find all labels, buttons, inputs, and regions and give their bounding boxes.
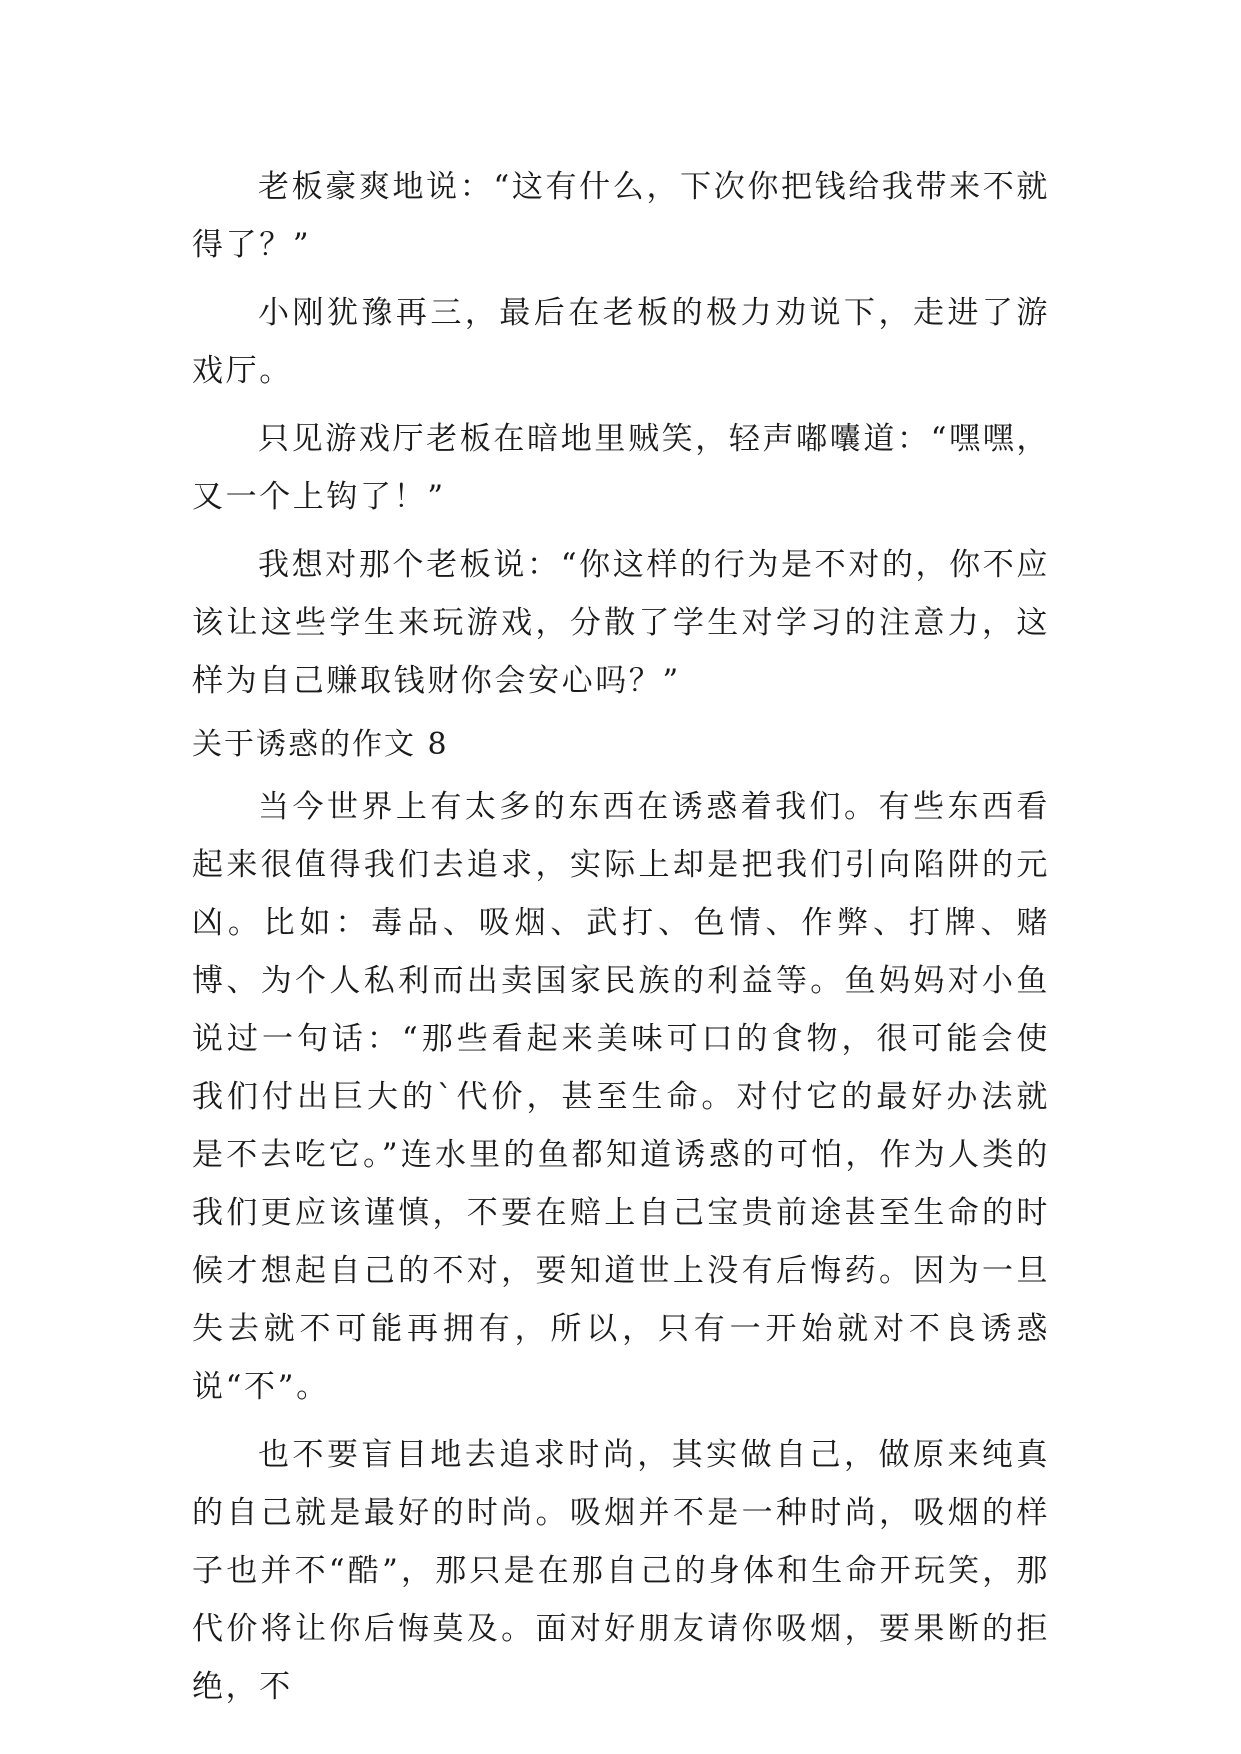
essay-heading: 关于诱惑的作文 8	[192, 727, 449, 762]
story-paragraph: 我想对那个老板说：“你这样的行为是不对的，你不应该让这些学生来玩游戏，分散了学生对学习的注意力，这样为自己赚取钱财你会安心吗？”	[192, 547, 1050, 699]
document-page	[192, 158, 1050, 1726]
story-paragraph: 小刚犹豫再三，最后在老板的极力劝说下，走进了游戏厅。	[192, 295, 1050, 389]
story-paragraph: 只见游戏厅老板在暗地里贼笑，轻声嘟囔道：“嘿嘿，又一个上钩了！”	[192, 421, 1050, 515]
essay-paragraph: 也不要盲目地去追求时尚，其实做自己，做原来纯真的自己就是最好的时尚。吸烟并不是一种时尚，吸烟的样子也并不“酷”，那只是在那自己的身体和生命开玩笑，那代价将让你后悔莫及。面对好朋友请你吸烟，要果断的拒绝，不	[192, 1437, 1050, 1705]
essay-paragraph: 当今世界上有太多的东西在诱惑着我们。有些东西看起来很值得我们去追求，实际上却是把我们引向陷阱的元凶。比如：毒品、吸烟、武打、色情、作弊、打牌、赌博、为个人私利而出卖国家民族的利益等。鱼妈妈对小鱼说过一句话：“那些看起来美味可口的食物，很可能会使我们付出巨大的`代价，甚至生命。对付它的最好办法就是不去吃它。”连水里的鱼都知道诱惑的可怕，作为人类的我们更应该谨慎，不要在赔上自己宝贵前途甚至生命的时候才想起自己的不对，要知道世上没有后悔药。因为一旦失去就不可能再拥有，所以，只有一开始就对不良诱惑说“不”。	[192, 789, 1050, 1405]
story-paragraph: 老板豪爽地说：“这有什么，下次你把钱给我带来不就得了？”	[192, 169, 1050, 263]
